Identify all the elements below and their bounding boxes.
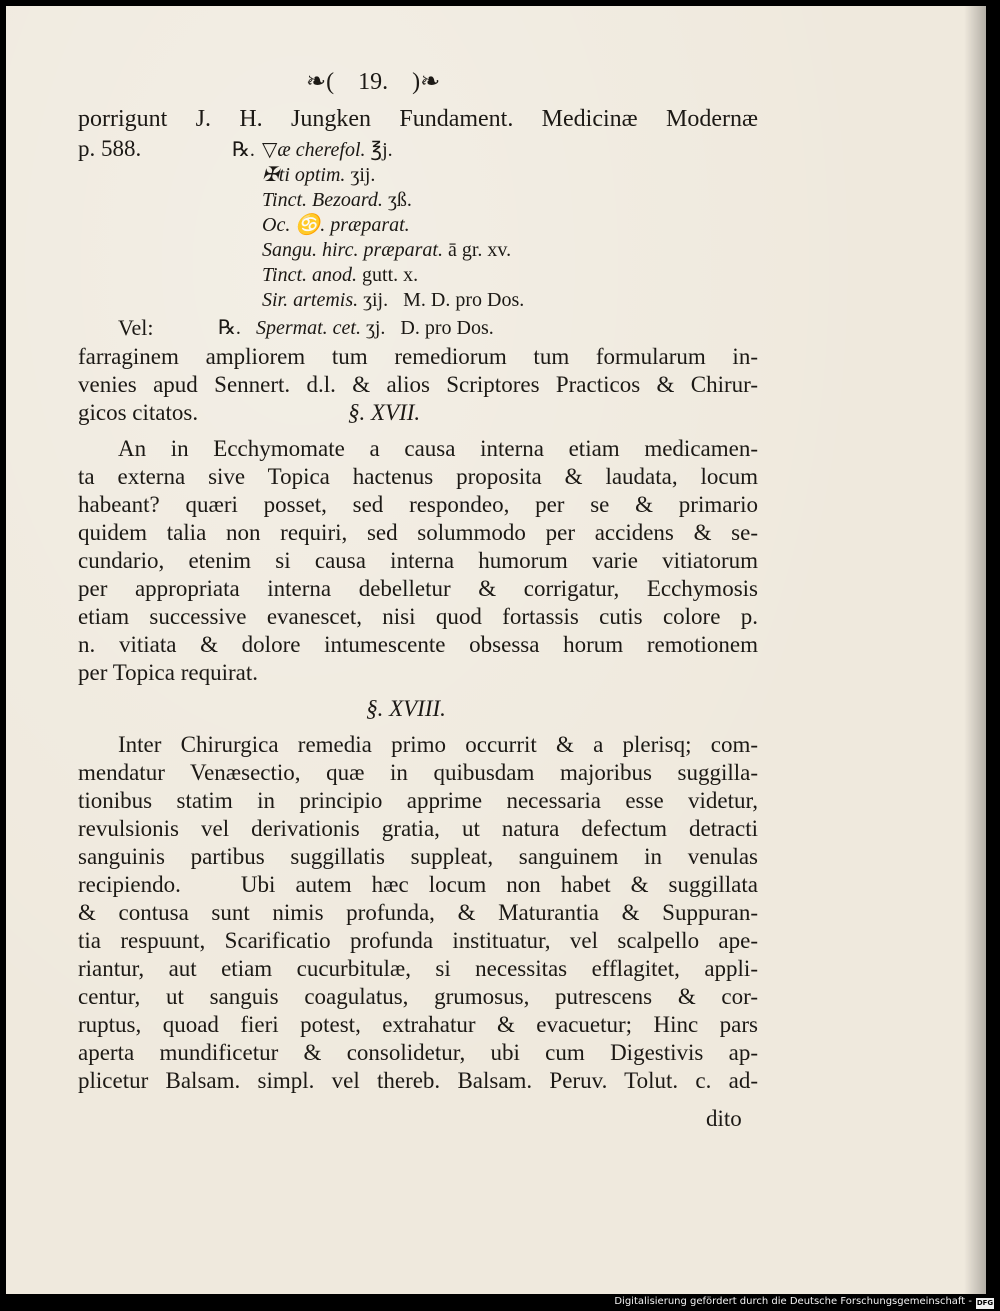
text-line: aperta mundificetur & consolidetur, ubi cum Digestivis ap-	[78, 1040, 758, 1065]
page-edge-shadow	[964, 6, 986, 1294]
recipe-line	[262, 138, 393, 162]
dfg-logo: DFG	[976, 1299, 994, 1307]
recipe-dose: ʒß.	[387, 189, 412, 211]
text-line: plicetur Balsam. simpl. vel thereb. Balsam. Peruv. Tolut. c. ad-	[78, 1068, 758, 1093]
recipe-line	[256, 316, 494, 340]
recipe-drug: ▽æ cherefol.	[262, 139, 366, 161]
text-line: porrigunt J. H. Jungken Fundament. Medicinæ Modernæ	[78, 106, 758, 132]
recipe-dose: ʒij. M. D. pro Dos.	[363, 289, 525, 311]
text-line: venies apud Sennert. d.l. & alios Scriptores Practicos & Chirur-	[78, 372, 758, 397]
page-number: 19.	[358, 69, 389, 95]
scanned-page	[6, 6, 986, 1294]
text-line: per Topica requirat.	[78, 660, 258, 685]
recipe-line	[262, 163, 375, 187]
recipe-dose: gutt. x.	[362, 264, 419, 286]
section-heading: §. XVII.	[348, 400, 421, 425]
recipe-line	[262, 238, 511, 262]
text-line: revulsionis vel derivationis gratia, ut natura defectum detracti	[78, 816, 758, 841]
recipe-line	[262, 188, 412, 212]
text-line: ta externa sive Topica hactenus proposita & laudata, locum	[78, 464, 758, 489]
recipe-dose: ℥j.	[370, 139, 393, 161]
ornament-left: ❧(	[306, 69, 335, 95]
text-line: n. vitiata & dolore intumescente obsessa horum remotionem	[78, 632, 758, 657]
vel-label: Vel:	[118, 315, 154, 340]
recipe-line	[262, 288, 524, 312]
recipe-drug: Tinct. anod.	[262, 264, 358, 286]
text-line: riantur, aut etiam cucurbitulæ, si necessitas efflagitet, appli-	[78, 956, 758, 981]
text-line: farraginem ampliorem tum remediorum tum formularum in-	[78, 344, 758, 369]
recipe-drug: Spermat. cet.	[256, 317, 361, 339]
text-line: p. 588.	[78, 136, 142, 161]
text-line: mendatur Venæsectio, quæ in quibusdam majoribus suggilla-	[78, 760, 758, 785]
recipe-drug: Oc. ♋. præparat.	[262, 214, 410, 236]
recipe-dose: ʒij.	[350, 164, 376, 186]
text-line: & contusa sunt nimis profunda, & Maturantia & Suppuran-	[78, 900, 758, 925]
recipe-mark: ℞.	[218, 317, 241, 339]
text-line: ruptus, quoad fieri potest, extrahatur & evacuetur; Hinc pars	[78, 1012, 758, 1037]
recipe-drug: Sangu. hirc. præparat.	[262, 239, 443, 261]
text-line: An in Ecchymomate a causa interna etiam medicamen-	[118, 436, 758, 461]
text-line: gicos citatos.	[78, 400, 199, 425]
text-line: Inter Chirurgica remedia primo occurrit & a plerisq; com-	[118, 732, 758, 757]
recipe-drug: Tinct. Bezoard.	[262, 189, 383, 211]
catchword: dito	[706, 1106, 742, 1131]
digitization-credit: Digitalisierung gefördert durch die Deutsche Forschungsgemeinschaft -	[614, 1296, 972, 1307]
text-line: recipiendo. Ubi autem hæc locum non habet & suggillata	[78, 872, 758, 897]
text-line: habeant? quæri posset, sed respondeo, per se & primario	[78, 492, 758, 517]
recipe-dose: ā gr. xv.	[447, 239, 512, 261]
recipe-dose: ʒj. D. pro Dos.	[365, 317, 494, 339]
recipe-drug: Sir. artemis.	[262, 289, 359, 311]
text-line: etiam successive evanescet, nisi quod fortassis cutis colore p.	[78, 604, 758, 629]
text-line: tionibus statim in principio apprime necessaria esse videtur,	[78, 788, 758, 813]
text-line: per appropriata interna debelletur & corrigatur, Ecchymosis	[78, 576, 758, 601]
section-heading: §. XVIII.	[366, 696, 446, 721]
running-head	[306, 68, 440, 96]
recipe-drug: ✠ti optim.	[262, 164, 346, 186]
text-line: cundario, etenim si causa interna humorum varie vitiatorum	[78, 548, 758, 573]
recipe-mark: ℞.	[232, 139, 255, 161]
text-line: tia respuunt, Scarificatio profunda instituatur, vel scalpello ape-	[78, 928, 758, 953]
text-line: quidem talia non requiri, sed solummodo per accidens & se-	[78, 520, 758, 545]
recipe-line	[262, 263, 418, 287]
ornament-right: )❧	[412, 69, 441, 95]
text-line: centur, ut sanguis coagulatus, grumosus, putrescens & cor-	[78, 984, 758, 1009]
text-line: sanguinis partibus suggillatis suppleat, sanguinem in venulas	[78, 844, 758, 869]
recipe-line	[262, 213, 410, 237]
